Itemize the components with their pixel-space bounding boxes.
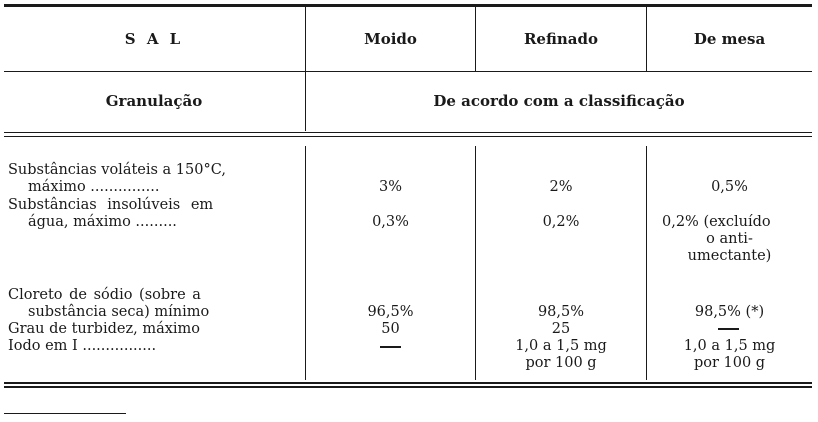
row2-mesa-1: 0,2% (excluído [662, 214, 771, 230]
granulacao-divider-bottom [4, 136, 812, 137]
row5-refinado-2: por 100 g [525, 355, 597, 371]
row1-label-2: máximo ............... [28, 179, 160, 195]
row1-refinado: 2% [549, 179, 573, 195]
row5-refinado-1: 1,0 a 1,5 mg [515, 338, 607, 354]
header-divider [4, 71, 812, 72]
row4-label-1: Grau de turbidez, máximo [8, 321, 201, 337]
header-refinado: Refinado [523, 30, 599, 48]
row5-mesa-2: por 100 g [693, 355, 766, 371]
row3-refinado: 98,5% [537, 304, 585, 320]
top-rule [4, 4, 812, 7]
row5-label-1: Iodo em I ................ [8, 338, 157, 354]
header-sal: S A L [124, 30, 184, 48]
granulacao-label: Granulação [105, 92, 203, 110]
footnote-rule [4, 413, 126, 414]
header-mesa: De mesa [693, 30, 766, 48]
row2-refinado: 0,2% [542, 214, 580, 230]
granulacao-divider-top [4, 132, 812, 133]
bottom-rule-1 [4, 382, 812, 384]
bottom-rule-2 [4, 386, 812, 388]
row4-mesa-dash [718, 328, 739, 330]
row1-moido: 3% [378, 179, 402, 195]
row2-label-2: água, máximo ......... [28, 214, 177, 230]
row1-label-1: Substâncias voláteis a 150°C, [8, 162, 226, 178]
col-divider-1 [305, 7, 306, 131]
header-moido: Moido [364, 30, 417, 48]
row2-mesa-2: o anti- [706, 231, 753, 247]
row4-refinado: 25 [551, 321, 571, 337]
row5-mesa-1: 1,0 a 1,5 mg [683, 338, 776, 354]
row2-mesa-3: umectante) [687, 248, 772, 264]
row3-moido: 96,5% [367, 304, 414, 320]
row5-moido-dash [380, 346, 401, 348]
row2-moido: 0,3% [372, 214, 409, 230]
row3-label-2: substância seca) mínimo [28, 304, 210, 320]
row1-mesa: 0,5% [711, 179, 748, 195]
row3-mesa: 98,5% (*) [694, 304, 765, 320]
granulacao-value: De acordo com a classificação [433, 92, 685, 110]
row2-label-1: Substâncias insolúveis em [8, 197, 214, 213]
row4-moido: 50 [381, 321, 400, 337]
row3-label-1: Cloreto de sódio (sobre a [8, 287, 201, 303]
